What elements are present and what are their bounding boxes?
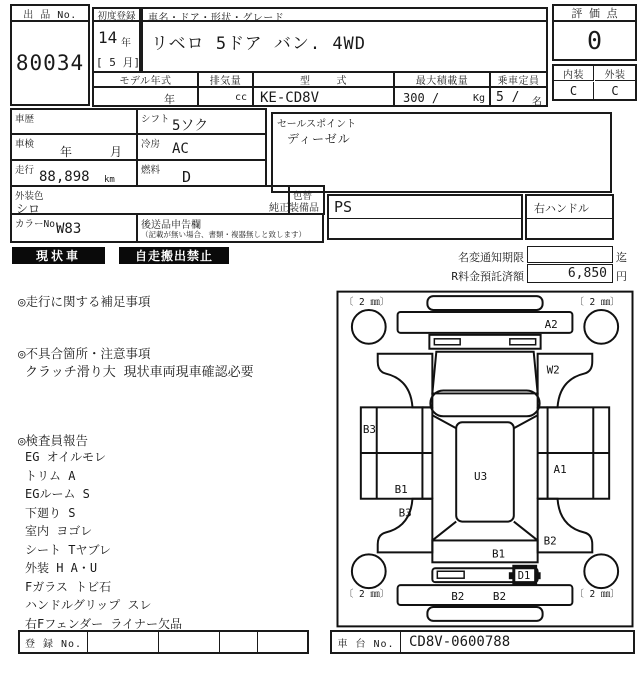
interior-label: 内装 xyxy=(563,69,584,81)
mark-a2: A2 xyxy=(544,317,558,331)
chassis-no-value: CD8V-0600788 xyxy=(409,634,511,650)
reg-no-label-cell xyxy=(20,632,87,652)
ac-label: 冷房 xyxy=(141,139,161,150)
as-is-badge xyxy=(12,247,105,264)
max-load-value: 300 / xyxy=(403,91,440,105)
inspector-item: Fガラス トビ石 xyxy=(25,579,112,594)
reg-no-cell-3 xyxy=(219,632,257,652)
model-year-value: 年 xyxy=(164,93,175,106)
inspector-item: 室内 ヨゴレ xyxy=(25,524,93,538)
inspection-month: 月 xyxy=(110,145,123,159)
inspector-item: ハンドルグリップ スレ xyxy=(25,598,152,612)
recycle-fee-value: 6,850 xyxy=(567,266,607,281)
chassis-no-label: 車 台 No. xyxy=(337,638,395,650)
mark-b2-bumper-left: B2 xyxy=(451,590,465,604)
recycle-fee-label: R料金預託済額 xyxy=(451,270,524,283)
hood-panel xyxy=(432,540,537,562)
fuel-cell xyxy=(136,159,267,187)
handle-box xyxy=(525,194,614,240)
later-goods-label: 後送品申告欄 xyxy=(141,220,201,231)
color-change-label: 色替 xyxy=(293,191,313,202)
name-change-until: 迄 xyxy=(616,251,627,264)
mark-d1: D1 xyxy=(517,570,531,583)
damage-diagram xyxy=(336,289,634,629)
recycle-fee-unit: 円 xyxy=(616,270,627,283)
color-no-value: W83 xyxy=(56,221,82,237)
mark-b3-lower: B3 xyxy=(398,506,412,520)
displacement-cell xyxy=(197,86,254,107)
tire-depth-rear-left: 〔 2 ㎜〕 xyxy=(343,297,390,309)
reg-no-label: 登 録 No. xyxy=(24,638,83,650)
shift-label: シフト xyxy=(141,114,170,125)
mark-b2-right: B2 xyxy=(543,534,557,548)
oem-equipment-label: 純正装備品 xyxy=(269,203,319,214)
no-self-drive-text: 自走搬出禁止 xyxy=(134,249,213,263)
inspector-report-list xyxy=(25,448,182,633)
windshield-taper-lines xyxy=(432,522,537,541)
as-is-text: 現状車 xyxy=(35,249,81,263)
max-load-label: 最大積載量 xyxy=(415,76,469,87)
oem-equipment-box xyxy=(327,194,523,240)
right-rear-fender xyxy=(538,354,593,408)
displacement-label: 排気量 xyxy=(209,76,242,87)
reg-no-cell-4 xyxy=(257,632,307,652)
sales-point-label: セールスポイント xyxy=(277,119,357,130)
model-year-label: モデル年式 xyxy=(119,76,172,87)
running-notes-title: ◎走行に関する補足事項 xyxy=(18,294,151,309)
model-code-value: KE-CD8V xyxy=(260,90,320,106)
ac-cell xyxy=(136,133,267,161)
lot-no-label: 出 品 No. xyxy=(23,9,77,21)
inspector-report-title: ◎検査員報告 xyxy=(18,433,89,448)
interior-grade-text: C xyxy=(569,83,578,98)
fuel-label: 燃料 xyxy=(141,165,161,176)
name-change-box xyxy=(527,246,613,263)
interior-header xyxy=(554,66,594,81)
rear-gate-detail-right xyxy=(510,339,536,345)
inspector-item: シート Tヤブレ xyxy=(25,542,111,557)
rear-roof-strip xyxy=(427,296,542,310)
first-reg-year: 14 xyxy=(98,28,118,47)
handle-divider xyxy=(527,218,612,219)
mileage-value: 88,898 xyxy=(39,169,90,185)
later-goods-cell xyxy=(136,213,324,243)
ext-color-label: 外装色 xyxy=(15,191,44,202)
ext-color-cell xyxy=(10,185,290,215)
capacity-cell xyxy=(489,86,548,107)
reg-no-table xyxy=(18,630,309,654)
defect-notes-text: クラッチ滑り大 現状車両現車確認必要 xyxy=(25,365,254,380)
exterior-grade xyxy=(595,82,635,99)
grade-box xyxy=(552,64,637,101)
max-load-cell xyxy=(393,86,491,107)
lot-no-text: 80034 xyxy=(15,51,85,75)
name-change-label: 名変通知期限 xyxy=(458,251,524,264)
wheel-rear-left xyxy=(352,310,386,344)
exterior-header xyxy=(595,66,635,81)
later-goods-note: （記載が無い場合、書類・複器無しと致します） xyxy=(141,230,306,239)
first-reg-month: [ 5 月] xyxy=(96,56,141,69)
color-no-cell xyxy=(10,213,138,243)
score-text: 0 xyxy=(586,26,603,55)
capacity-unit: 名 xyxy=(532,97,542,108)
inspector-item: 外装 H A・U xyxy=(25,561,98,575)
diagram-frame xyxy=(337,292,632,627)
reg-no-cell-2 xyxy=(158,632,219,652)
exterior-grade-text: C xyxy=(611,83,619,98)
vehicle-name-label: 車名・ドア・形状・グレード xyxy=(148,13,285,24)
inspector-item: 下廻り S xyxy=(25,505,76,520)
inspector-item: EG オイルモレ xyxy=(25,450,107,464)
chassis-no-label-cell xyxy=(332,632,401,652)
model-code-label: 型 式 xyxy=(299,76,348,87)
mark-w2: W2 xyxy=(546,363,560,377)
displacement-unit: cc xyxy=(234,92,247,103)
wheel-rear-right xyxy=(584,310,618,344)
first-reg-year-unit: 年 xyxy=(121,38,131,49)
capacity-value: 5 / xyxy=(496,90,520,105)
max-load-unit: Kg xyxy=(472,93,485,104)
defect-notes-title: ◎不具合箇所・注意事項 xyxy=(18,346,151,361)
exterior-label: 外装 xyxy=(604,69,626,81)
sales-point-box xyxy=(271,112,612,193)
rear-gate xyxy=(429,335,540,349)
reg-no-cell-1 xyxy=(87,632,158,652)
front-bumper xyxy=(398,585,573,605)
score-label: 評 価 点 xyxy=(571,7,618,20)
ext-color-value: シロ xyxy=(16,202,41,216)
mileage-label: 走行 xyxy=(15,165,35,176)
mark-b1-hood: B1 xyxy=(491,547,506,561)
mileage-cell xyxy=(10,159,138,187)
recycle-fee-box xyxy=(527,264,613,283)
shift-value: 5ソク xyxy=(172,118,209,134)
ac-value: AC xyxy=(172,141,189,157)
left-rear-fender xyxy=(378,354,433,408)
first-reg-label: 初度登録 xyxy=(97,10,136,22)
fuel-value: D xyxy=(182,168,192,186)
mark-u3: U3 xyxy=(474,469,488,483)
rear-gate-detail-left xyxy=(434,339,460,345)
shift-cell xyxy=(136,108,267,135)
oem-divider xyxy=(329,218,521,219)
score-value xyxy=(552,20,637,61)
front-lower-strip xyxy=(427,607,542,621)
sales-point-value: ディーゼル xyxy=(287,132,351,146)
wheel-front-right xyxy=(584,554,618,588)
mileage-unit: km xyxy=(104,175,115,185)
inspector-item: 右Fフェンダー ライナー欠品 xyxy=(25,616,183,631)
mark-b1-left: B1 xyxy=(394,482,408,496)
model-year-cell xyxy=(92,86,199,107)
lot-no-value xyxy=(10,20,90,106)
chassis-no-value-cell xyxy=(401,632,633,652)
oem-equipment-value: PS xyxy=(334,198,353,216)
inspection-label: 車検 xyxy=(15,139,35,150)
history-label: 車歴 xyxy=(15,114,35,125)
inspector-item: トリム A xyxy=(25,468,76,483)
no-self-drive-badge xyxy=(119,247,229,264)
handle-value: 右ハンドル xyxy=(534,202,589,215)
mark-b2-bumper-right: B2 xyxy=(492,590,507,604)
history-cell xyxy=(10,108,138,135)
grille-detail xyxy=(437,571,464,578)
first-reg-cell xyxy=(92,20,141,73)
inspection-cell xyxy=(10,133,138,161)
mark-b3-upper: B3 xyxy=(362,423,376,437)
inspector-item: EGルーム S xyxy=(25,487,90,501)
inspection-year: 年 xyxy=(60,145,73,159)
tire-depth-rear-right: 〔 2 ㎜〕 xyxy=(574,297,620,309)
vehicle-name-value: リベロ 5ドア バン. 4WD xyxy=(151,34,367,54)
model-code-cell xyxy=(252,86,395,107)
color-no-label: カラーNo. xyxy=(15,219,61,230)
mark-a1: A1 xyxy=(553,462,567,476)
rear-window xyxy=(432,352,537,394)
tire-depth-front-right: 〔 2 ㎜〕 xyxy=(574,589,620,601)
interior-grade xyxy=(554,82,594,99)
capacity-label: 乗車定員 xyxy=(497,76,540,87)
tire-depth-front-left: 〔 2 ㎜〕 xyxy=(343,589,390,601)
chassis-no-table xyxy=(330,630,635,654)
vehicle-name-cell xyxy=(141,20,548,73)
wheel-front-left xyxy=(352,554,386,588)
